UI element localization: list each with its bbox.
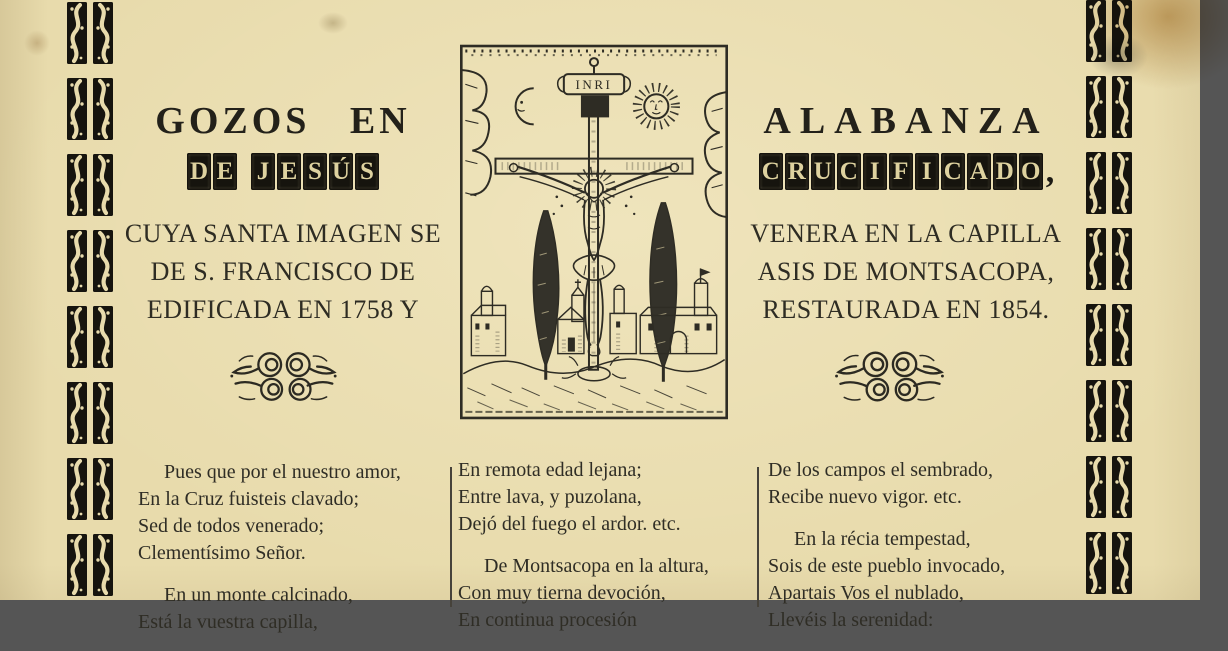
right-ornamental-border <box>1086 0 1132 594</box>
column-divider-rule-2 <box>757 467 759 607</box>
border-ornament-tile <box>1086 380 1132 442</box>
verse-line: Sois de este pueblo invocado, <box>768 555 1006 577</box>
verse-line: Sed de todos venerado; <box>138 515 325 537</box>
inri-label: INRI <box>575 77 613 93</box>
verse-stanza <box>138 459 438 567</box>
de-jesus-ornamental-title <box>116 153 450 190</box>
border-ornament-tile <box>1086 304 1132 366</box>
ornamental-letter-tile: D <box>187 153 211 190</box>
verse-line: En remota edad lejana; <box>458 459 642 481</box>
verse-stanza <box>768 457 1068 511</box>
paper-speck <box>24 30 50 56</box>
ornamental-title-suffix: , <box>1045 153 1055 190</box>
ornamental-letter-tile: F <box>889 153 913 190</box>
fleuron-ornament-right <box>830 343 948 411</box>
verse-line: Con muy tierna devoción, <box>458 582 666 604</box>
ornamental-letter-tile: O <box>1019 153 1043 190</box>
ornamental-letter-tile: U <box>811 153 835 190</box>
verse-line: Llevéis la serenidad: <box>768 609 934 631</box>
verse-line: Entre lava, y puzolana, <box>458 486 642 508</box>
right-subtitle <box>738 215 1074 329</box>
ornamental-letter-tile: I <box>915 153 939 190</box>
left-title: GOZOS EN <box>155 100 411 142</box>
subtitle-line: DE S. FRANCISCO DE <box>150 257 416 286</box>
verse-stanza <box>458 553 750 634</box>
border-ornament-tile <box>1086 0 1132 62</box>
crucifixion-woodcut <box>457 42 731 426</box>
border-ornament-tile <box>67 458 113 520</box>
verse-line: Recibe nuevo vigor. etc. <box>768 486 962 508</box>
ornamental-letter-tile: J <box>251 153 275 190</box>
verse-line: Apartais Vos el nublado, <box>768 582 964 604</box>
verse-line: Está la vuestra capilla, <box>138 611 318 633</box>
verse-column-3 <box>768 457 1068 649</box>
ornamental-letter-tile: D <box>993 153 1017 190</box>
border-ornament-tile <box>67 306 113 368</box>
left-ornamental-border <box>67 2 113 596</box>
verse-line: En continua procesión <box>458 609 637 631</box>
subtitle-line: ASIS DE MONTSACOPA, <box>757 257 1055 286</box>
verse-stanza <box>458 457 750 538</box>
verse-line: En un monte calcinado, <box>164 584 353 606</box>
ornamental-letter-tile: E <box>213 153 237 190</box>
ornamental-letter-tile: Ú <box>329 153 353 190</box>
border-ornament-tile <box>1086 456 1132 518</box>
border-ornament-tile <box>67 2 113 64</box>
left-subtitle <box>116 215 450 329</box>
verse-column-2 <box>458 457 750 649</box>
verse-line: Clementísimo Señor. <box>138 542 306 564</box>
ornamental-letter-tile: S <box>355 153 379 190</box>
subtitle-line: RESTAURADA EN 1854. <box>762 295 1050 324</box>
verse-line: De Montsacopa en la altura, <box>484 555 709 577</box>
verse-line: Dejó del fuego el ardor. etc. <box>458 513 681 535</box>
subtitle-line: EDIFICADA EN 1758 Y <box>146 295 420 324</box>
border-ornament-tile <box>1086 228 1132 290</box>
border-ornament-tile <box>1086 532 1132 594</box>
right-title: ALABANZA <box>763 100 1049 142</box>
border-ornament-tile <box>67 154 113 216</box>
border-ornament-tile <box>67 230 113 292</box>
fleuron-ornament-left <box>228 343 338 411</box>
ornamental-letter-tile: R <box>785 153 809 190</box>
ornamental-letter-tile: C <box>941 153 965 190</box>
crucificado-ornamental-title <box>738 153 1074 190</box>
border-ornament-tile <box>67 534 113 596</box>
ornamental-letter-tile: S <box>303 153 327 190</box>
verse-column-1 <box>138 459 438 651</box>
ornamental-letter-tile: C <box>759 153 783 190</box>
verse-stanza <box>768 526 1068 634</box>
verse-line: De los campos el sembrado, <box>768 459 993 481</box>
border-ornament-tile <box>67 382 113 444</box>
border-ornament-tile <box>1086 76 1132 138</box>
subtitle-line: CUYA SANTA IMAGEN SE <box>124 219 442 248</box>
ornamental-letter-tile: A <box>967 153 991 190</box>
ornamental-letter-tile: I <box>863 153 887 190</box>
paper-speck <box>318 12 348 34</box>
verse-line: En la Cruz fuisteis clavado; <box>138 488 360 510</box>
ornamental-letter-tile: C <box>837 153 861 190</box>
verse-stanza <box>138 582 438 636</box>
border-ornament-tile <box>1086 152 1132 214</box>
ornamental-letter-tile: E <box>277 153 301 190</box>
verse-line: En la récia tempestad, <box>794 528 971 550</box>
verse-line: Pues que por el nuestro amor, <box>164 461 401 483</box>
column-divider-rule-1 <box>450 467 452 607</box>
subtitle-line: VENERA EN LA CAPILLA <box>750 219 1062 248</box>
border-ornament-tile <box>67 78 113 140</box>
